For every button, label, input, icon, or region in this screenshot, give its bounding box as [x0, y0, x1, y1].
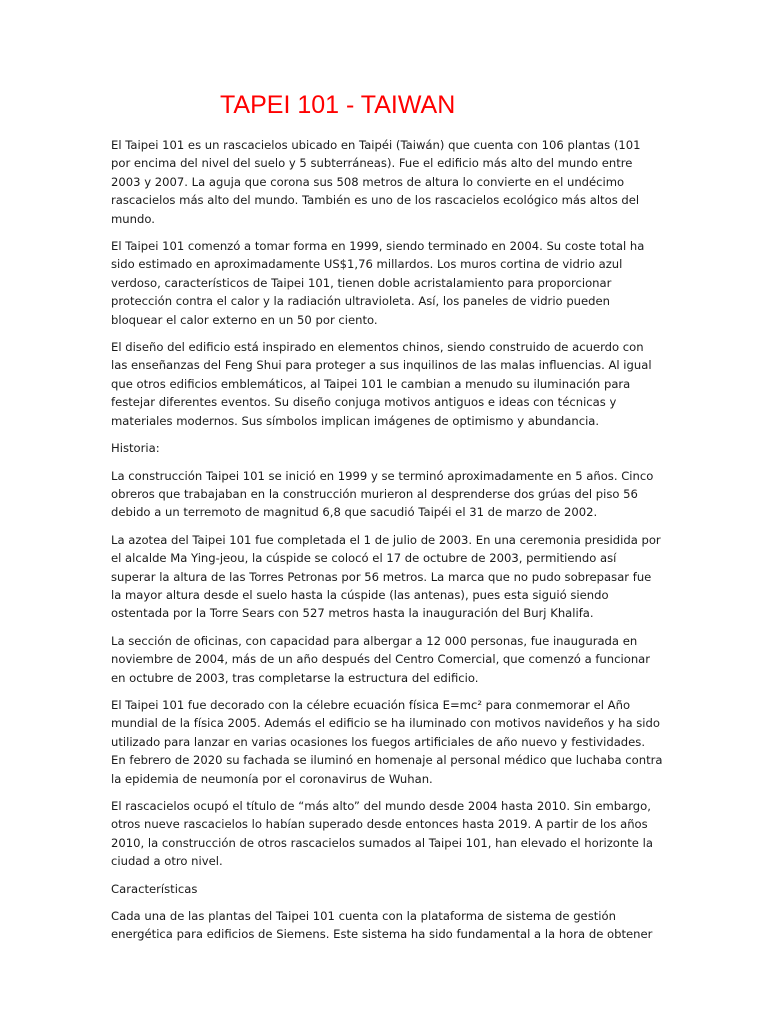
section-heading-historia: Historia:: [111, 441, 160, 456]
paragraph-history-rooftop: La azotea del Taipei 101 fue completada el 1 de julio de 2003. En una ceremonia presidida por el alcalde Ma Ying-jeou, la cúspide se colocó el 17 de octubre de 2003, permitiendo así superar la altura de las Torres Petronas por 56 metros. La marca que no pudo sobrepasar fue la mayor altura desde el suelo hasta la cúspide (las antenas), pues esta siguió siendo ostentada por la Torre Sears con 527 metros hasta la inauguración del Burj Khalifa.: [111, 532, 661, 621]
section-heading-caracteristicas: Características: [111, 881, 198, 896]
paragraph-history-offices: La sección de oficinas, con capacidad para albergar a 12 000 personas, fue inaugurada en noviembre de 2004, más de un año después del Centro Comercial, que comenzó a funcionar en octubre de 2003, tras completarse la estructura del edificio.: [111, 633, 651, 685]
paragraph-construction-cost: El Taipei 101 comenzó a tomar forma en 1999, siendo terminado en 2004. Su coste total ha sido estimado en aproximadamente US$1,76 millardos. Los muros cortina de vidrio azul verdoso, característicos de Taipei 101, tienen doble acristalamiento para proporcionar protección contra el calor y la radiación ultravioleta. Así, los paneles de vidrio pueden bloquear el calor externo en un 50 por ciento.: [111, 239, 645, 327]
document-title: TAPEI 101 - TAIWAN: [220, 91, 456, 119]
paragraph-history-decoration: El Taipei 101 fue decorado con la célebre ecuación física E=mc² para conmemorar el Año mundial de la física 2005. Además el edificio se ha iluminado con motivos navideños y ha sido utilizado para lanzar en varias ocasiones los fuegos artificiales de año nuevo y festividades. En febrero de 2020 su fachada se iluminó en homenaje al personal médico que luchaba contra la epidemia de neumonía por el coronavirus de Wuhan.: [111, 697, 663, 786]
document-body: [111, 136, 663, 953]
paragraph-history-title: El rascacielos ocupó el título de “más alto” del mundo desde 2004 hasta 2010. Sin embargo, otros nueve rascacielos lo habían superado desde entonces hasta 2019. A partir de los años 2010, la construcción de otros rascacielos sumados al Taipei 101, han elevado el horizonte la ciudad a otro nivel.: [111, 799, 653, 869]
paragraph-design: El diseño del edificio está inspirado en elementos chinos, siendo construido de acuerdo con las enseñanzas del Feng Shui para proteger a sus inquilinos de las malas influencias. Al igual que otros edificios emblemáticos, al Taipei 101 le cambian a menudo su iluminación para festejar diferentes eventos. Su diseño conjuga motivos antiguos e ideas con técnicas y materiales modernos. Sus símbolos implican imágenes de optimismo y abundancia.: [111, 340, 652, 428]
paragraph-history-construction: La construcción Taipei 101 se inició en 1999 y se terminó aproximadamente en 5 años. Cinco obreros que trabajaban en la construcción murieron al desprenderse dos grúas del piso 56 debido a un terremoto de magnitud 6,8 que sacudió Taipéi el 31 de marzo de 2002.: [111, 468, 654, 520]
paragraph-features: Cada una de las plantas del Taipei 101 cuenta con la plataforma de sistema de gestión energética para edificios de Siemens. Este sistema ha sido fundamental a la hora de obtener: [111, 909, 653, 942]
paragraph-intro: El Taipei 101 es un rascacielos ubicado en Taipéi (Taiwán) que cuenta con 106 plantas (101 por encima del nivel del suelo y 5 subterráneas). Fue el edificio más alto del mundo entre 2003 y 2007. La aguja que corona sus 508 metros de altura lo convierte en el undécimo rascacielos más alto del mundo. También es uno de los rascacielos ecológico más altos del mundo.: [111, 138, 641, 226]
